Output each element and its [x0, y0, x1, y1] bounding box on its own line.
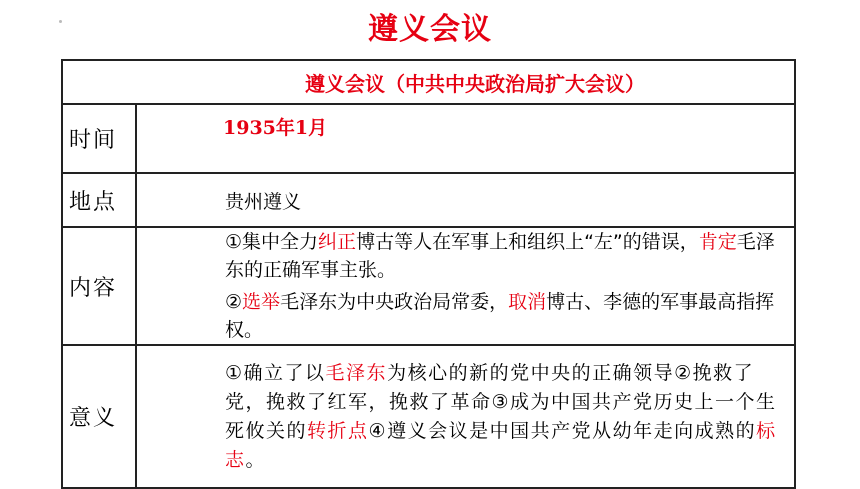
table-row-content — [62, 227, 795, 345]
highlight-elect: 选举 — [242, 291, 281, 313]
significance-text: ④遵义会议是中国共产党从幼年走向成熟的 — [368, 419, 757, 442]
content-text: ② — [225, 291, 243, 313]
highlight-correct: 纠正 — [318, 231, 357, 253]
content-value — [136, 227, 795, 345]
place-label: 地点 — [62, 173, 136, 227]
table-row-time — [62, 104, 795, 173]
table-header: 遵义会议（中共中央政治局扩大会议） — [62, 60, 795, 104]
content-point-1 — [225, 228, 784, 284]
content-text: 博古、李德的军事最高指挥权。 — [225, 291, 775, 341]
content-point-2 — [225, 288, 784, 344]
time-label: 时间 — [62, 104, 136, 173]
time-value: 1935年1月 — [136, 104, 795, 173]
content-text: 毛泽东为中央政治局常委， — [280, 291, 509, 313]
highlight-cancel: 取消 — [508, 291, 547, 313]
highlight-mao: 毛泽东 — [325, 361, 388, 384]
content-label: 内容 — [62, 227, 136, 345]
page-title: 遵义会议 — [368, 12, 492, 47]
table-row-significance — [62, 345, 795, 488]
content-text: ①集中全力 — [225, 231, 319, 253]
significance-text: 为核心的新的党中央的正确领导②挽救了党，挽救了红军，挽救了革命③成为中国共产党历史上一个生死攸关的 — [225, 361, 777, 442]
table-row-place — [62, 173, 795, 227]
content-text: 毛泽东的正确军事主张。 — [225, 231, 775, 281]
highlight-affirm: 肯定 — [698, 231, 737, 253]
zunyi-meeting-table — [61, 59, 796, 489]
significance-text: ①确立了以 — [225, 361, 326, 384]
place-value: 贵州遵义 — [136, 173, 795, 227]
significance-value — [136, 345, 795, 488]
highlight-turning-point: 转折点 — [307, 419, 369, 442]
significance-label: 意义 — [62, 345, 136, 488]
highlight-symbol: 标志 — [225, 419, 777, 471]
content-text: 博古等人在军事上和组织上“左”的错误， — [356, 231, 699, 253]
significance-text: 。 — [245, 448, 267, 471]
